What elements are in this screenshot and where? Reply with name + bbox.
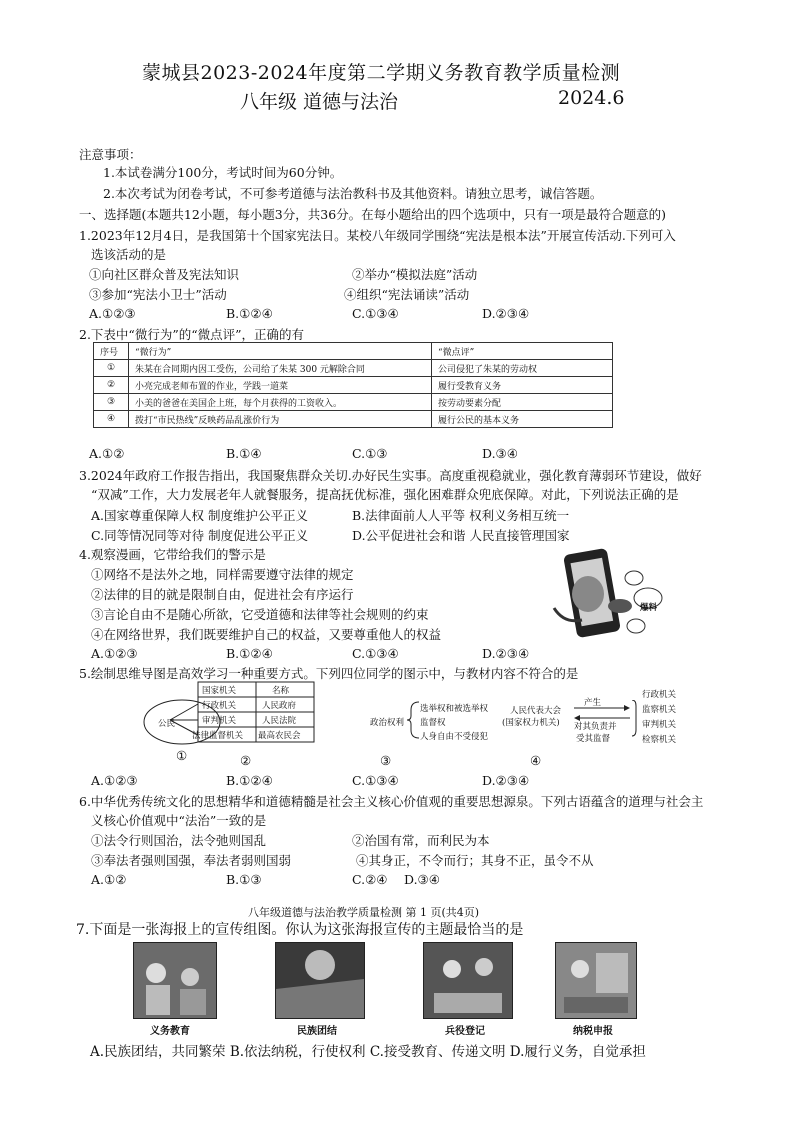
q1-option-c[interactable]: C.①③④ [352, 306, 399, 321]
q1-stem-cont: 选该活动的是 [91, 247, 167, 262]
poster-photo-3 [423, 942, 513, 1019]
q4-option-a[interactable]: A.①②③ [91, 646, 138, 661]
table-cell: ② [94, 377, 129, 394]
q3-option-d[interactable]: D.公平促进社会和谐 人民直接管理国家 [352, 528, 570, 543]
q1-option-b[interactable]: B.①②④ [226, 306, 273, 321]
mindmap-4-relation: 对其负责并 [574, 722, 617, 732]
table-cell: ③ [94, 394, 129, 411]
mindmap-1-cell: 人民法院 [262, 716, 297, 726]
q4-item-2: ②法律的目的就是限制自由，促进社会有序运行 [91, 587, 354, 602]
table-cell: 朱某在合同期内因工受伤，公司给了朱某 300 元解除合同 [129, 360, 432, 377]
mindmap-4-center-sub: (国家权力机关) [502, 718, 560, 728]
q4-item-1: ①网络不是法外之地，同样需要遵守法律的规定 [91, 567, 354, 582]
mindmap-label-2: ② [240, 753, 252, 768]
table-header-cell: “微点评” [432, 343, 613, 360]
q1-item-3: ③参加“宪法小卫士”活动 [89, 287, 227, 302]
q3-stem-cont: “双减”工作，大力发展老年人就餐服务，提高抚优标准，强化困难群众兜底保障。对此，下列说法正确的是 [91, 487, 679, 502]
q1-option-d[interactable]: D.②③④ [482, 306, 530, 321]
q4-item-3: ③言论自由不是随心所欲，它受道德和法律等社会规则的约束 [91, 607, 429, 622]
q2-table [93, 342, 613, 428]
mindmap-1-header: 国家机关 [202, 686, 237, 696]
q4-option-d[interactable]: D.②③④ [482, 646, 530, 661]
mindmap-4-branch: 行政机关 [642, 690, 677, 700]
mindmap-1-cell: 人民政府 [262, 701, 297, 711]
q1-stem: 1.2023年12月4日，是我国第十个国家宪法日。某校八年级同学围绕“宪法是根本法”开展宣传活动.下列可入 [79, 228, 676, 243]
poster-photo-1 [133, 942, 217, 1019]
mindmap-4-branch: 监察机关 [642, 705, 677, 715]
q6-option-b[interactable]: B.①③ [226, 872, 262, 887]
mindmap-3-branch: 人身自由不受侵犯 [420, 732, 489, 742]
cartoon-bubble-text: 爆料 [640, 603, 658, 613]
mindmap-1-cell: 最高农民会 [258, 731, 301, 741]
table-cell: 履行公民的基本义务 [432, 411, 613, 428]
q5-option-c[interactable]: C.①③④ [352, 773, 399, 788]
table-cell: 按劳动要素分配 [432, 394, 613, 411]
mindmap-4-center: 人民代表大会 [510, 706, 562, 716]
q2-option-b[interactable]: B.①④ [226, 446, 262, 461]
poster-caption-2: 民族团结 [297, 1026, 337, 1037]
q6-item-4: ④其身正，不令而行；其身不正，虽令不从 [356, 853, 594, 868]
poster-caption-4: 纳税申报 [573, 1026, 613, 1037]
q7-stem: 7.下面是一张海报上的宣传组图。你认为这张海报宣传的主题最恰当的是 [76, 922, 524, 938]
q1-item-2: ②举办“模拟法庭”活动 [352, 267, 478, 282]
mindmap-4-relation: 产生 [584, 698, 602, 708]
poster-photo-2 [275, 942, 365, 1019]
mindmap-1-cell: 审判机关 [202, 716, 237, 726]
table-cell: 履行受教育义务 [432, 377, 613, 394]
note-2: 2.本次考试为闭卷考试，不可参考道德与法治教科书及其他资料。请独立思考，诚信答题。 [103, 186, 603, 201]
q2-option-d[interactable]: D.③④ [482, 446, 518, 461]
q1-item-1: ①向社区群众普及宪法知识 [89, 267, 240, 282]
table-header-row [94, 343, 613, 360]
q2-option-a[interactable]: A.①② [89, 446, 125, 461]
page-footer: 八年级道德与法治教学质量检测 第 1 页(共4页) [248, 906, 480, 919]
mindmap-1-cell: 法律监督机关 [192, 731, 244, 741]
q3-option-c[interactable]: C.同等情况同等对待 制度促进公平正义 [91, 528, 309, 543]
mindmap-3-brace [405, 700, 421, 740]
table-cell: 小亮完成老师布置的作业，学践一道菜 [129, 377, 432, 394]
table-row [94, 394, 613, 411]
mindmap-1-cell: 行政机关 [202, 701, 237, 711]
mindmap-4-arrows [572, 700, 642, 740]
table-cell: ① [94, 360, 129, 377]
page-subtitle: 八年级 道德与法治 [240, 91, 399, 113]
notes-heading: 注意事项： [79, 147, 142, 162]
q7-options[interactable]: A.民族团结，共同繁荣 B.依法纳税，行使权利 C.接受教育、传递文明 D.履行义务，自觉承担 [90, 1044, 646, 1060]
cartoon-phone-illustration [548, 546, 668, 646]
mindmap-3-root: 政治权利 [370, 718, 405, 728]
note-1: 1.本试卷满分100分，考试时间为60分钟。 [103, 165, 343, 180]
poster-caption-3: 兵役登记 [445, 1026, 485, 1037]
mindmap-label-1: ① [176, 748, 188, 763]
q5-option-b[interactable]: B.①②④ [226, 773, 273, 788]
mindmap-4-relation: 受其监督 [576, 734, 611, 744]
q6-option-a[interactable]: A.①② [91, 872, 127, 887]
q6-stem: 6.中华优秀传统文化的思想精华和道德精髓是社会主义核心价值观的重要思想源泉。下列古语蕴含的道理与社会主 [79, 794, 704, 809]
q5-stem: 5.绘制思维导图是高效学习一种重要方式。下列四位同学的图示中，与教材内容不符合的是 [79, 666, 579, 681]
poster-caption-1: 义务教育 [150, 1026, 190, 1037]
table-header-cell: “微行为” [129, 343, 432, 360]
table-cell: ④ [94, 411, 129, 428]
q1-item-4: ④组织“宪法诵读”活动 [344, 287, 470, 302]
section-heading: 一、选择题(本题共12小题，每小题3分，共36分。在每小题给出的四个选项中，只有一项是最符合题意的) [79, 207, 667, 222]
q6-item-1: ①法令行则国治，法令弛则国乱 [91, 833, 267, 848]
q3-option-b[interactable]: B.法律面前人人平等 权利义务相互统一 [352, 508, 570, 523]
page-title: 蒙城县2023-2024年度第二学期义务教育教学质量检测 [142, 62, 621, 84]
exam-date: 2024.6 [558, 87, 625, 109]
mindmap-label-3: ③ [380, 753, 392, 768]
table-cell: 公司侵犯了朱某的劳动权 [432, 360, 613, 377]
q6-option-d[interactable]: D.③④ [404, 872, 440, 887]
q6-option-c[interactable]: C.②④ [352, 872, 388, 887]
q4-option-b[interactable]: B.①②④ [226, 646, 273, 661]
mindmap-4-branch: 审判机关 [642, 720, 677, 730]
mindmap-1-center: 公民 [158, 719, 176, 729]
q5-option-d[interactable]: D.②③④ [482, 773, 530, 788]
poster-photo-4 [555, 942, 637, 1019]
table-cell: 拨打“市民热线”反映药品乱涨价行为 [129, 411, 432, 428]
q3-option-a[interactable]: A.国家尊重保障人权 制度维护公平正义 [91, 508, 308, 523]
q6-item-2: ②治国有常，而利民为本 [352, 833, 490, 848]
table-row [94, 411, 613, 428]
mindmap-4-branch: 检察机关 [642, 735, 677, 745]
q6-item-3: ③奉法者强则国强，奉法者弱则国弱 [91, 853, 292, 868]
q3-stem: 3.2024年政府工作报告指出，我国聚焦群众关切.办好民生实事。高度重视稳就业，强化教育薄弱环节建设，做好 [79, 468, 702, 483]
q4-stem: 4.观察漫画，它带给我们的警示是 [79, 547, 266, 562]
q2-stem: 2.下表中“微行为”的“微点评”，正确的有 [79, 327, 304, 342]
q4-option-c[interactable]: C.①③④ [352, 646, 399, 661]
q6-stem-cont: 义核心价值观中“法治”一致的是 [91, 813, 267, 828]
q4-item-4: ④在网络世界，我们既要维护自己的权益，又要尊重他人的权益 [91, 627, 442, 642]
table-row [94, 377, 613, 394]
mindmap-label-4: ④ [530, 753, 542, 768]
mindmap-1-header: 名称 [272, 686, 290, 696]
mindmap-3-branch: 监督权 [420, 718, 446, 728]
q5-option-a[interactable]: A.①②③ [91, 773, 138, 788]
table-row [94, 360, 613, 377]
table-cell: 小美的爸爸在美国企上班，每个月获得的工资收入。 [129, 394, 432, 411]
q2-option-c[interactable]: C.①③ [352, 446, 388, 461]
q1-option-a[interactable]: A.①②③ [89, 306, 136, 321]
table-header-cell: 序号 [94, 343, 129, 360]
mindmap-3-branch: 选举权和被选举权 [420, 704, 489, 714]
